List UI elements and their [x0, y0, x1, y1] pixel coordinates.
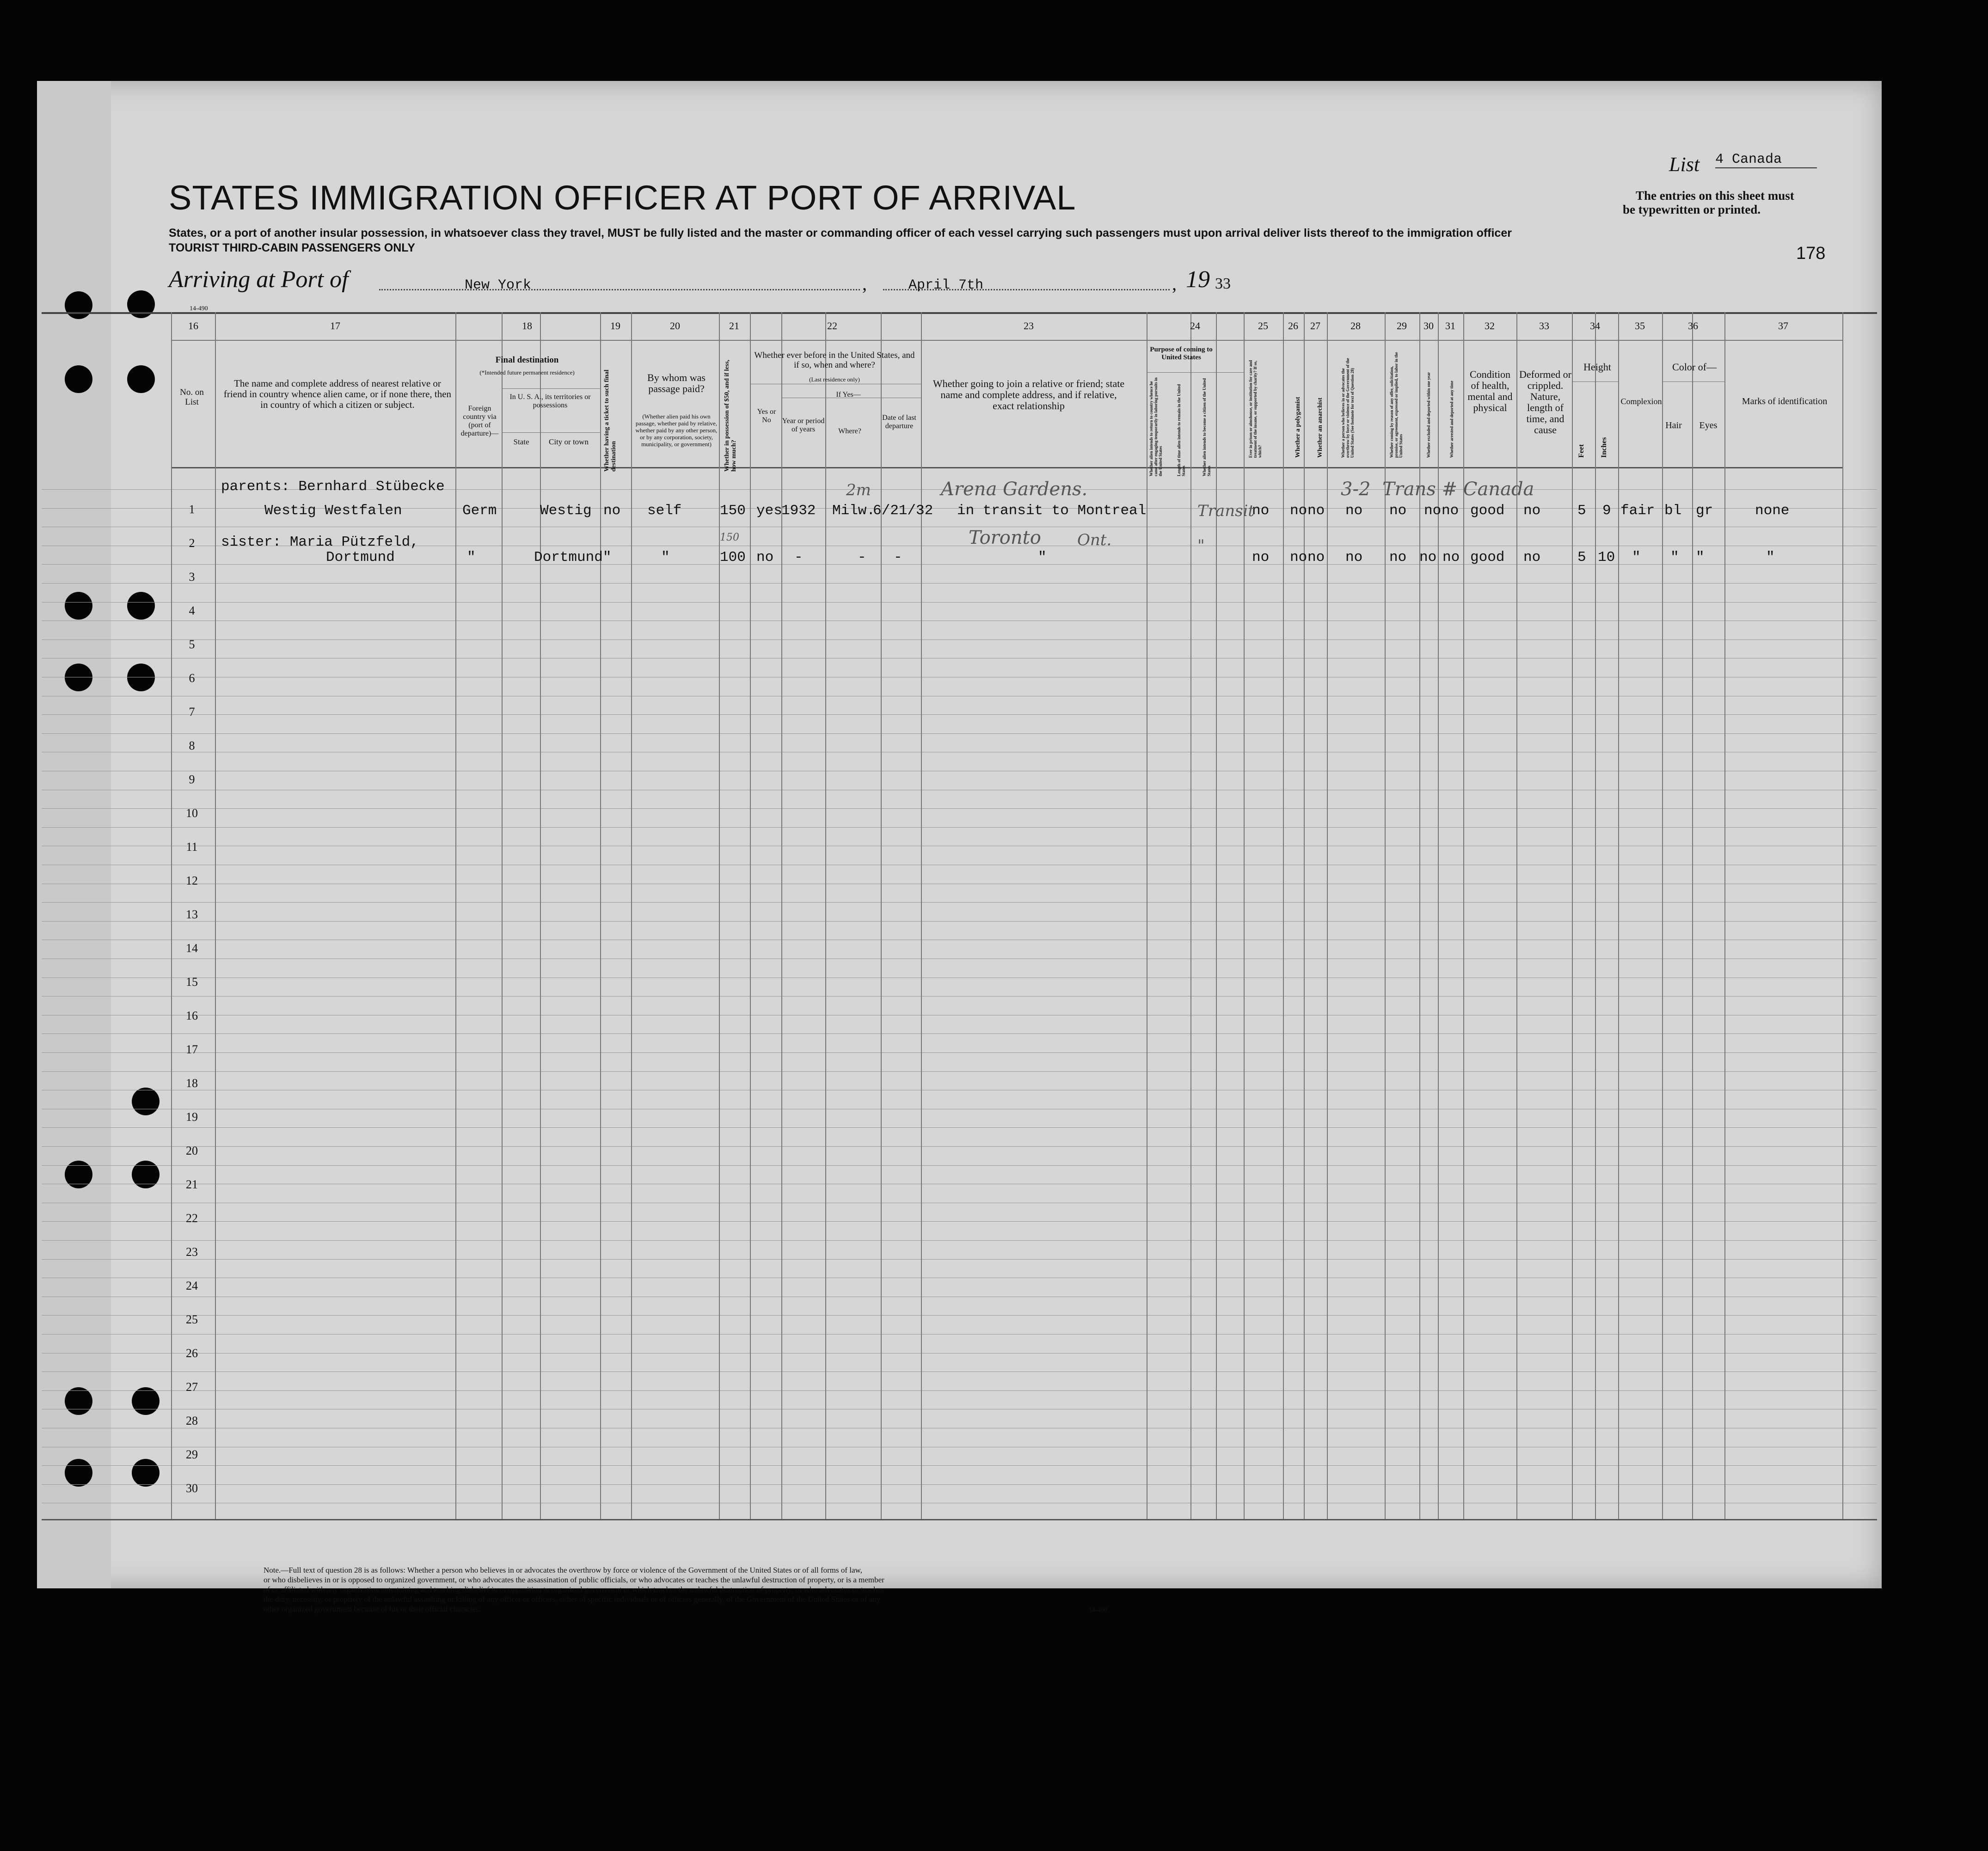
header-health: Condition of health, mental and physical	[1467, 369, 1513, 413]
grid-line	[42, 714, 1877, 715]
grid-line	[42, 921, 1877, 922]
entry-2-eyes: "	[1696, 549, 1705, 566]
entry-2-q31: no	[1442, 549, 1460, 566]
grid-line	[42, 1390, 1877, 1391]
binding-hole	[65, 592, 92, 620]
header-if-yes: If Yes—	[836, 391, 861, 399]
entry-2-marks: "	[1766, 549, 1775, 566]
date-value: April 7th	[908, 277, 984, 293]
column-number: 21	[729, 320, 739, 332]
binding-hole	[132, 1387, 160, 1415]
grid-line	[42, 733, 1877, 734]
column-number: 34	[1590, 320, 1600, 332]
entry-1-polygamist: no	[1290, 503, 1307, 519]
header-hair: Hair	[1665, 420, 1682, 430]
header-feet: Feet	[1577, 444, 1585, 458]
header-before-us-note: (Last residence only)	[809, 376, 860, 383]
column-number: 28	[1350, 320, 1361, 332]
row-number: 5	[189, 638, 195, 651]
grid-line	[1692, 312, 1693, 1519]
binding-hole	[132, 1088, 160, 1115]
grid-line	[42, 1052, 1877, 1053]
row-number: 12	[186, 874, 198, 887]
entry-1-q29: no	[1389, 503, 1407, 519]
grid-line	[42, 1033, 1877, 1034]
row-number: 14	[186, 941, 198, 955]
entry-2-q30: no	[1419, 549, 1437, 566]
row-number: 6	[189, 671, 195, 685]
port-value: New York	[465, 277, 532, 293]
row-number: 11	[186, 840, 198, 854]
header-city: City or town	[549, 437, 589, 446]
grid-line	[1216, 312, 1217, 1519]
grid-line	[42, 1259, 1877, 1260]
header-q28: Whether a person who believes in or advocates the overthrow by force or violence of the Government of the United States (See footnote for text of Question 28)	[1341, 358, 1355, 458]
grid-line	[1304, 312, 1305, 1519]
header-purpose-c: Whether alien intends to become a citizen of the United States	[1202, 378, 1211, 476]
header-color-of: Color of—	[1672, 361, 1717, 373]
header-final-destination-note: (*Intended future permanent residence)	[479, 369, 575, 376]
entry-2-departure: -	[894, 549, 902, 566]
grid-line	[42, 1519, 1877, 1520]
entry-2-city: Dortmund"	[534, 549, 612, 566]
row-number: 8	[189, 739, 195, 752]
year-suffix: 33	[1215, 275, 1231, 292]
footnote-line: Note.—Full text of question 28 is as follows: Whether a person who believes in or advocates the overthrow by force or violence of the Government of the United States or of all forms of law,	[264, 1566, 862, 1574]
entry-2-year: -	[794, 549, 803, 566]
row-number: 17	[186, 1043, 198, 1056]
port-rule	[379, 289, 860, 290]
entry-1-relative-line1: parents: Bernhard Stübecke	[221, 479, 445, 495]
column-number: 22	[827, 320, 837, 332]
grid-line	[42, 1484, 1877, 1485]
header-in-usa: In U. S. A., its territories or possessions	[509, 393, 591, 409]
header-purpose-a: Whether alien intends to return to country whence he came after engaging temporarily in laboring pursuits in the United States	[1149, 377, 1163, 476]
binding-hole	[132, 1459, 160, 1487]
page-title: STATES IMMIGRATION OFFICER AT PORT OF ARRIVAL	[169, 178, 1076, 217]
binding-hole	[127, 592, 155, 620]
grid-line	[1618, 312, 1619, 1519]
grid-line	[42, 1071, 1877, 1072]
handwritten-2m: 2m	[846, 481, 871, 499]
handwritten-3-2: 3-2	[1341, 479, 1371, 500]
entry-2-paid-by: "	[661, 549, 670, 566]
row-number: 26	[186, 1347, 198, 1360]
header-prison: Ever in prison or almshouse, or institution for care and treatment of the insane, or supported by charity? If so, which?	[1248, 360, 1262, 458]
column-number: 25	[1258, 320, 1268, 332]
footnote-line: of or affiliated with any organization entertaining and teaching disbelief in or opposition to organized government or which teaches the unlawful destruction of property, or who advocates or teaches	[264, 1585, 884, 1594]
grid-line	[600, 312, 601, 1519]
entry-2-relative-line1: sister: Maria Pützfeld,	[221, 534, 419, 550]
entry-1-joining: in transit to Montreal	[957, 503, 1147, 519]
row-number: 18	[186, 1076, 198, 1090]
handwritten-150: 150	[720, 532, 739, 543]
entry-2-where: -	[858, 549, 866, 566]
handwritten-toronto: Toronto	[969, 527, 1041, 548]
footnote-code: 14-490	[1089, 1607, 1107, 1614]
grid-line	[42, 1221, 1877, 1222]
binding-hole	[65, 1387, 92, 1415]
row-number: 19	[186, 1110, 198, 1124]
column-number: 19	[610, 320, 620, 332]
entry-1-relative-line2: Westig Westfalen	[264, 503, 402, 519]
row-number: 22	[186, 1211, 198, 1225]
handwritten-ditto: "	[1197, 536, 1205, 555]
list-value: 4 Canada	[1715, 152, 1817, 168]
column-number: 27	[1310, 320, 1320, 332]
entry-2-hair: "	[1670, 549, 1679, 566]
entry-1-complexion: fair	[1620, 503, 1655, 519]
entry-1-inches: 9	[1602, 503, 1611, 519]
entry-2-relative-line2: Dortmund	[326, 549, 395, 566]
grid-line	[42, 1146, 1877, 1147]
grid-line	[1662, 381, 1724, 382]
binding-hole	[65, 291, 92, 319]
entry-2-prison: no	[1252, 549, 1270, 566]
grid-line	[171, 467, 1842, 468]
header-passage-paid: By whom was passage paid?	[647, 372, 706, 394]
entry-2-anarchist: no	[1307, 549, 1325, 566]
entry-2-deformed: no	[1523, 549, 1541, 566]
header-where: Where?	[838, 427, 861, 435]
entry-1-deformed: no	[1523, 503, 1541, 519]
entry-2-complexion: "	[1632, 549, 1641, 566]
entry-2-polygamist: no	[1290, 549, 1307, 566]
binding-hole	[65, 365, 92, 393]
column-number: 23	[1024, 320, 1034, 332]
grid-line	[502, 388, 600, 389]
row-number: 7	[189, 705, 195, 719]
subtitle: States, or a port of another insular possession, in whatsoever class they travel, MUST be fully listed and the master or commanding officer of each vessel carrying such passengers must upon arrival deliver lists thereof to the immigration officer	[169, 227, 1512, 240]
handwritten-trans-canada: Trans # Canada	[1382, 479, 1534, 500]
header-passage-paid-note: (Whether alien paid his own passage, whether paid by relative, whether paid by any other person, or by any corporation, society, municipality, or government)	[635, 413, 718, 448]
grid-line	[42, 1371, 1877, 1372]
entry-1-ticket: no	[603, 503, 621, 519]
column-number: 33	[1539, 320, 1549, 332]
manifest-sheet	[37, 81, 1882, 1588]
entry-2-q29: no	[1389, 549, 1407, 566]
row-number: 30	[186, 1482, 198, 1495]
header-money: Whether in possession of $50, and if less, how much?	[724, 359, 737, 472]
grid-line	[1595, 312, 1596, 1519]
header-departure: Date of last departure	[882, 414, 916, 430]
grid-line	[1842, 312, 1843, 1519]
column-number: 31	[1445, 320, 1455, 332]
header-eyes: Eyes	[1699, 420, 1718, 430]
entry-2-foreign-country: "	[467, 549, 476, 566]
row-number: 27	[186, 1380, 198, 1394]
header-state: State	[513, 437, 529, 446]
entry-1-money: 150	[720, 503, 746, 519]
list-label: List	[1669, 153, 1700, 176]
header-q29: Whether coming by reason of any offer, solicitation, promise, or agreement, expressed or implied, to labor in the United States	[1389, 352, 1403, 458]
typewrite-note-1: The entries on this sheet must	[1636, 189, 1794, 203]
grid-line	[881, 312, 882, 1519]
row-number: 21	[186, 1178, 198, 1191]
entry-1-where: Milw.	[832, 503, 876, 519]
header-anarchist: Whether an anarchist	[1317, 397, 1324, 458]
grid-line	[42, 902, 1877, 903]
grid-line	[921, 312, 922, 1519]
grid-line	[1662, 312, 1663, 1519]
grid-line	[781, 312, 782, 1519]
row-number: 4	[189, 604, 195, 617]
footnote-line: or who disbelieves in or is opposed to organized government, or who advocates the assassination of public officials, or who advocates or teaches the unlawful destruction of property, or is a member	[264, 1575, 884, 1584]
binding-hole	[65, 664, 92, 691]
entry-1-departure: 6/21/32	[873, 503, 933, 519]
entry-1-q31: no	[1442, 503, 1459, 519]
header-final-destination: Final destination	[495, 355, 559, 365]
comma: ,	[1172, 273, 1177, 294]
grid-line	[171, 312, 172, 1519]
header-polygamist: Whether a polygamist	[1295, 397, 1301, 458]
grid-line	[631, 312, 632, 1519]
entry-1-eyes: gr	[1696, 503, 1713, 519]
row-number: 15	[186, 975, 198, 989]
entry-2-q28: no	[1345, 549, 1363, 566]
form-code: 14-490	[190, 305, 208, 312]
grid-line	[42, 827, 1877, 828]
grid-line	[502, 312, 503, 1519]
row-number: 24	[186, 1279, 198, 1292]
binding-hole	[65, 1459, 92, 1487]
grid-line	[1572, 312, 1573, 1519]
entry-1-feet: 5	[1577, 503, 1586, 519]
typewrite-note-2: be typewritten or printed.	[1623, 203, 1761, 216]
grid-line	[1190, 312, 1191, 1519]
row-number: 20	[186, 1144, 198, 1157]
row-number: 10	[186, 806, 198, 820]
row-number: 29	[186, 1448, 198, 1461]
binding-hole	[127, 290, 155, 318]
grid-line	[1724, 312, 1725, 1519]
header-before-us: Whether ever before in the United States, and if so, when and where?	[754, 351, 915, 370]
header-marks: Marks of identification	[1742, 396, 1828, 406]
column-number: 17	[330, 320, 340, 332]
header-relative: The name and complete address of nearest relative or friend in country whence alien came, or if none there, then in country of which a citizen or subject.	[223, 378, 452, 410]
row-number: 3	[189, 570, 195, 584]
footnote-line: other organized government because of his or their official character.	[264, 1605, 480, 1613]
entry-2-feet: 5	[1577, 549, 1586, 566]
column-number: 24	[1190, 320, 1200, 332]
row-number: 25	[186, 1313, 198, 1326]
entry-1-health: good	[1470, 503, 1505, 519]
header-q30: Whether excluded and deported within one year	[1426, 372, 1431, 458]
column-number: 20	[670, 320, 680, 332]
row-number: 1	[189, 503, 195, 516]
row-number: 2	[189, 536, 195, 550]
header-yes-no: Yes or No	[757, 408, 776, 424]
column-number: 35	[1635, 320, 1645, 332]
header-q31: Whether arrested and deported at any time	[1449, 381, 1454, 458]
entry-2-inches: 10	[1598, 549, 1615, 566]
row-number: 9	[189, 773, 195, 786]
handwritten-ont: Ont.	[1077, 531, 1112, 549]
grid-line	[42, 1165, 1877, 1166]
entry-1-foreign-country: Germ	[462, 503, 497, 519]
grid-line	[42, 1127, 1877, 1128]
footnote-line: the duty, necessity, or propriety of the unlawful assaulting or killing of any officer or officers, either of specific individuals or of officers generally, of the Government of the United States or of any	[264, 1595, 881, 1604]
grid-line	[750, 312, 751, 1519]
header-year: Year or period of years	[782, 417, 825, 433]
entry-1-hair: bl	[1664, 503, 1682, 519]
grid-line	[455, 312, 456, 1519]
row-number: 13	[186, 908, 198, 921]
header-inches: Inches	[1600, 437, 1608, 458]
entry-2-health: good	[1470, 549, 1505, 566]
entry-1-q30: no	[1424, 503, 1442, 519]
row-number: 28	[186, 1414, 198, 1427]
header-foreign-country: Foreign country via (port of departure)—	[460, 405, 499, 437]
entry-1-prison: no	[1252, 503, 1270, 519]
column-number: 18	[522, 320, 532, 332]
entry-1-q28: no	[1345, 503, 1363, 519]
row-number: 23	[186, 1245, 198, 1259]
grid-line	[1244, 312, 1245, 1519]
grid-line	[42, 1465, 1877, 1466]
header-height: Height	[1583, 361, 1611, 373]
binding-hole	[127, 365, 155, 393]
grid-line	[42, 583, 1877, 584]
entry-2-joining: "	[1038, 549, 1047, 566]
entry-2-money: 100	[720, 549, 746, 566]
binding-hole	[127, 664, 155, 691]
header-joining: Whether going to join a relative or friend; state name and complete address, and if relative, exact relationship	[933, 378, 1125, 412]
grid-line	[42, 1240, 1877, 1241]
grid-line	[1283, 312, 1284, 1519]
header-purpose-b: Length of time alien intends to remain in the United States	[1177, 384, 1186, 476]
column-number: 30	[1424, 320, 1434, 332]
grid-line	[719, 312, 720, 1519]
header-no-on-list: No. on List	[180, 387, 204, 407]
grid-line	[42, 1315, 1877, 1316]
column-number: 26	[1288, 320, 1298, 332]
column-number: 29	[1397, 320, 1407, 332]
header-complexion: Complexion	[1620, 397, 1662, 406]
passenger-class: TOURIST THIRD-CABIN PASSENGERS ONLY	[169, 241, 415, 254]
page-number: 178	[1796, 244, 1826, 263]
handwritten-transit: Transit	[1197, 502, 1255, 520]
column-number: 36	[1688, 320, 1698, 332]
grid-line	[42, 312, 1877, 314]
entry-1-before-us: yes	[756, 503, 782, 519]
grid-line	[42, 602, 1877, 603]
column-number: 32	[1485, 320, 1495, 332]
grid-line	[42, 808, 1877, 809]
grid-line	[825, 312, 826, 1519]
grid-line	[215, 312, 216, 1519]
header-deformed: Deformed or crippled. Nature, length of time, and cause	[1519, 369, 1571, 436]
grid-line	[1572, 381, 1618, 382]
grid-line	[171, 340, 1842, 341]
grid-line	[502, 432, 600, 433]
arriving-label: Arriving at Port of	[169, 266, 349, 293]
entry-1-year: 1932	[781, 503, 816, 519]
header-purpose: Purpose of coming to United States	[1150, 346, 1213, 361]
footnote	[264, 1565, 1165, 1614]
entry-2-before-us: no	[756, 549, 774, 566]
year-prefix: 19	[1186, 266, 1210, 293]
entry-1-paid-by: self	[647, 503, 682, 519]
entry-1-anarchist: no	[1307, 503, 1325, 519]
handwritten-arena-gardens: Arena Gardens.	[941, 479, 1088, 500]
entry-1-marks: none	[1755, 503, 1790, 519]
grid-line	[540, 312, 541, 1519]
comma: ,	[862, 273, 867, 294]
header-ticket: Whether having a ticket to such final destination	[603, 369, 617, 472]
column-number: 16	[188, 320, 198, 332]
entry-1-city: Westig	[540, 503, 592, 519]
grid-line	[1327, 312, 1328, 1519]
column-number: 37	[1778, 320, 1788, 332]
grid-line	[1147, 372, 1244, 373]
row-number: 16	[186, 1009, 198, 1022]
